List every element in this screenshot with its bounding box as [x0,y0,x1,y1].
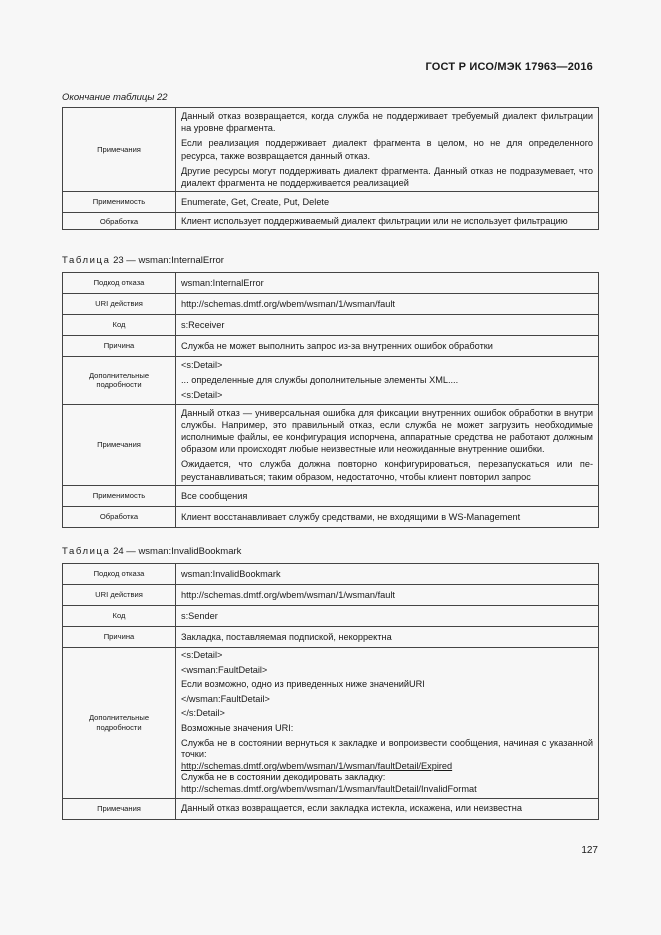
caption-prefix: Таблица [62,546,111,557]
note-paragraph: Данный отказ — универсальная ошибка для фиксации внутренних ошибок обработки в внутри службы. Например, это правильный отказ, если служба не может загрузить необходимые исполнимые файлы, ее конфигурация испорчена, аппаратные средства не работают должным образом или происходят любые неизвестные или неожиданные внутренние ошибки. [181,407,593,455]
note-paragraph: Если реализация поддерживает диалект фрагмента в целом, но не для определенного ресурса, также возвращается данный отказ. [181,138,593,161]
notes-value: Данный отказ возвращается, если закладка истекла, искажена, или неизвестна [176,798,599,819]
table-row [63,108,599,192]
notes-cell [176,404,599,485]
table-row [63,357,599,405]
table-row [63,273,599,294]
table-row [63,294,599,315]
table-22-caption: Окончание таблицы 22 [62,92,168,103]
subcode-value: wsman:InternalError [176,273,599,294]
table-row [63,506,599,527]
reason-label: Причина [63,336,176,357]
detail-line: Если возможно, одно из приведенных ниже значенийURI [181,679,425,690]
applicability-label: Применимость [63,192,176,213]
notes-cell [176,108,599,192]
page-number: 127 [581,845,598,856]
table-row [63,336,599,357]
invalid-format-uri: http://schemas.dmtf.org/wbem/wsman/1/wsman/faultDetail/InvalidFormat [181,783,477,794]
subcode-value: wsman:InvalidBookmark [176,564,599,585]
table-24 [62,563,599,820]
table-row [63,404,599,485]
detail-line: <wsman:FaultDetail> [181,664,268,675]
reason-value: Служба не может выполнить запрос из-за внутренних ошибок обработки [176,336,599,357]
table-row [63,485,599,506]
processing-value: Клиент восстанавливает службу средствами, не входящими в WS-Management [176,506,599,527]
invalid-format-text: Служба не в состоянии декодировать закладку: [181,772,386,783]
subcode-label: Подкод отказа [63,273,176,294]
notes-label: Примечания [63,108,176,192]
note-paragraph: Другие ресурсы могут поддерживать диалект фрагмента. Данный отказ не подразумевает, что диалект фрагмента не поддерживается реализацией [181,165,593,189]
uri-label: URI действия [63,585,176,606]
table-row [63,648,599,799]
applicability-label: Применимость [63,485,176,506]
code-label: Код [63,606,176,627]
table-row [63,798,599,819]
invalid-format-description [181,772,593,795]
detail-line: <s:Detail> [181,360,223,370]
detail-line: </wsman:FaultDetail> [181,693,270,704]
detail-line: ... определенные для службы дополнительные элементы XML.... [181,375,459,386]
subcode-label: Подкод отказа [63,564,176,585]
code-label: Код [63,315,176,336]
details-cell [176,648,599,799]
table-row [63,627,599,648]
code-value: s:Sender [176,606,599,627]
table-row [63,606,599,627]
table-23 [62,272,599,528]
table-24-caption [62,546,241,557]
details-label: Дополнительные подробности [63,648,176,799]
expired-text: Служба не в состоянии вернуться к закладке и вопроизвести сообщения, начиная с указанной точки: [181,737,593,760]
caption-title: 23 — wsman:InternalError [113,255,224,266]
expired-description [181,738,593,773]
note-paragraph: Ожидается, что служба должна повторно конфигурироваться, перезапускаться или переустанавливаться; таким образом, недостаточно, чтобы клиент повторил запрос [181,459,593,482]
note-paragraph: Данный отказ возвращается, когда служба не поддерживает требуемый диалект фильтрации на уровне фрагмента. [181,111,593,134]
table-row [63,564,599,585]
notes-label: Примечания [63,404,176,485]
details-cell [176,357,599,405]
document-id: ГОСТ Р ИСО/МЭК 17963—2016 [425,61,593,73]
applicability-value: Все сообщения [176,485,599,506]
reason-label: Причина [63,627,176,648]
processing-label: Обработка [63,213,176,230]
processing-label: Обработка [63,506,176,527]
uri-value: http://schemas.dmtf.org/wbem/wsman/1/wsman/fault [176,294,599,315]
processing-value: Клиент использует поддерживаемый диалект фильтрации или не использует фильтрацию [176,213,599,230]
expired-uri-link[interactable]: http://schemas.dmtf.org/wbem/wsman/1/wsman/faultDetail/Expired [181,760,453,771]
table-23-caption [62,255,224,266]
table-22 [62,107,599,230]
detail-line: <s:Detail> [181,390,223,401]
details-label: Дополнительные подробности [63,357,176,405]
table-row [63,315,599,336]
detail-line: </s:Detail> [181,708,225,719]
uri-value: http://schemas.dmtf.org/wbem/wsman/1/wsman/fault [176,585,599,606]
detail-line: <s:Detail> [181,650,223,660]
uri-label: URI действия [63,294,176,315]
table-row [63,213,599,230]
table-row [63,192,599,213]
caption-title: 24 — wsman:InvalidBookmark [113,546,242,557]
code-value: s:Receiver [176,315,599,336]
applicability-value: Enumerate, Get, Create, Put, Delete [176,192,599,213]
caption-prefix: Таблица [62,255,111,266]
notes-label: Примечания [63,798,176,819]
reason-value: Закладка, поставляемая подпиской, некорректна [176,627,599,648]
detail-line: Возможные значения URI: [181,722,294,733]
table-row [63,585,599,606]
